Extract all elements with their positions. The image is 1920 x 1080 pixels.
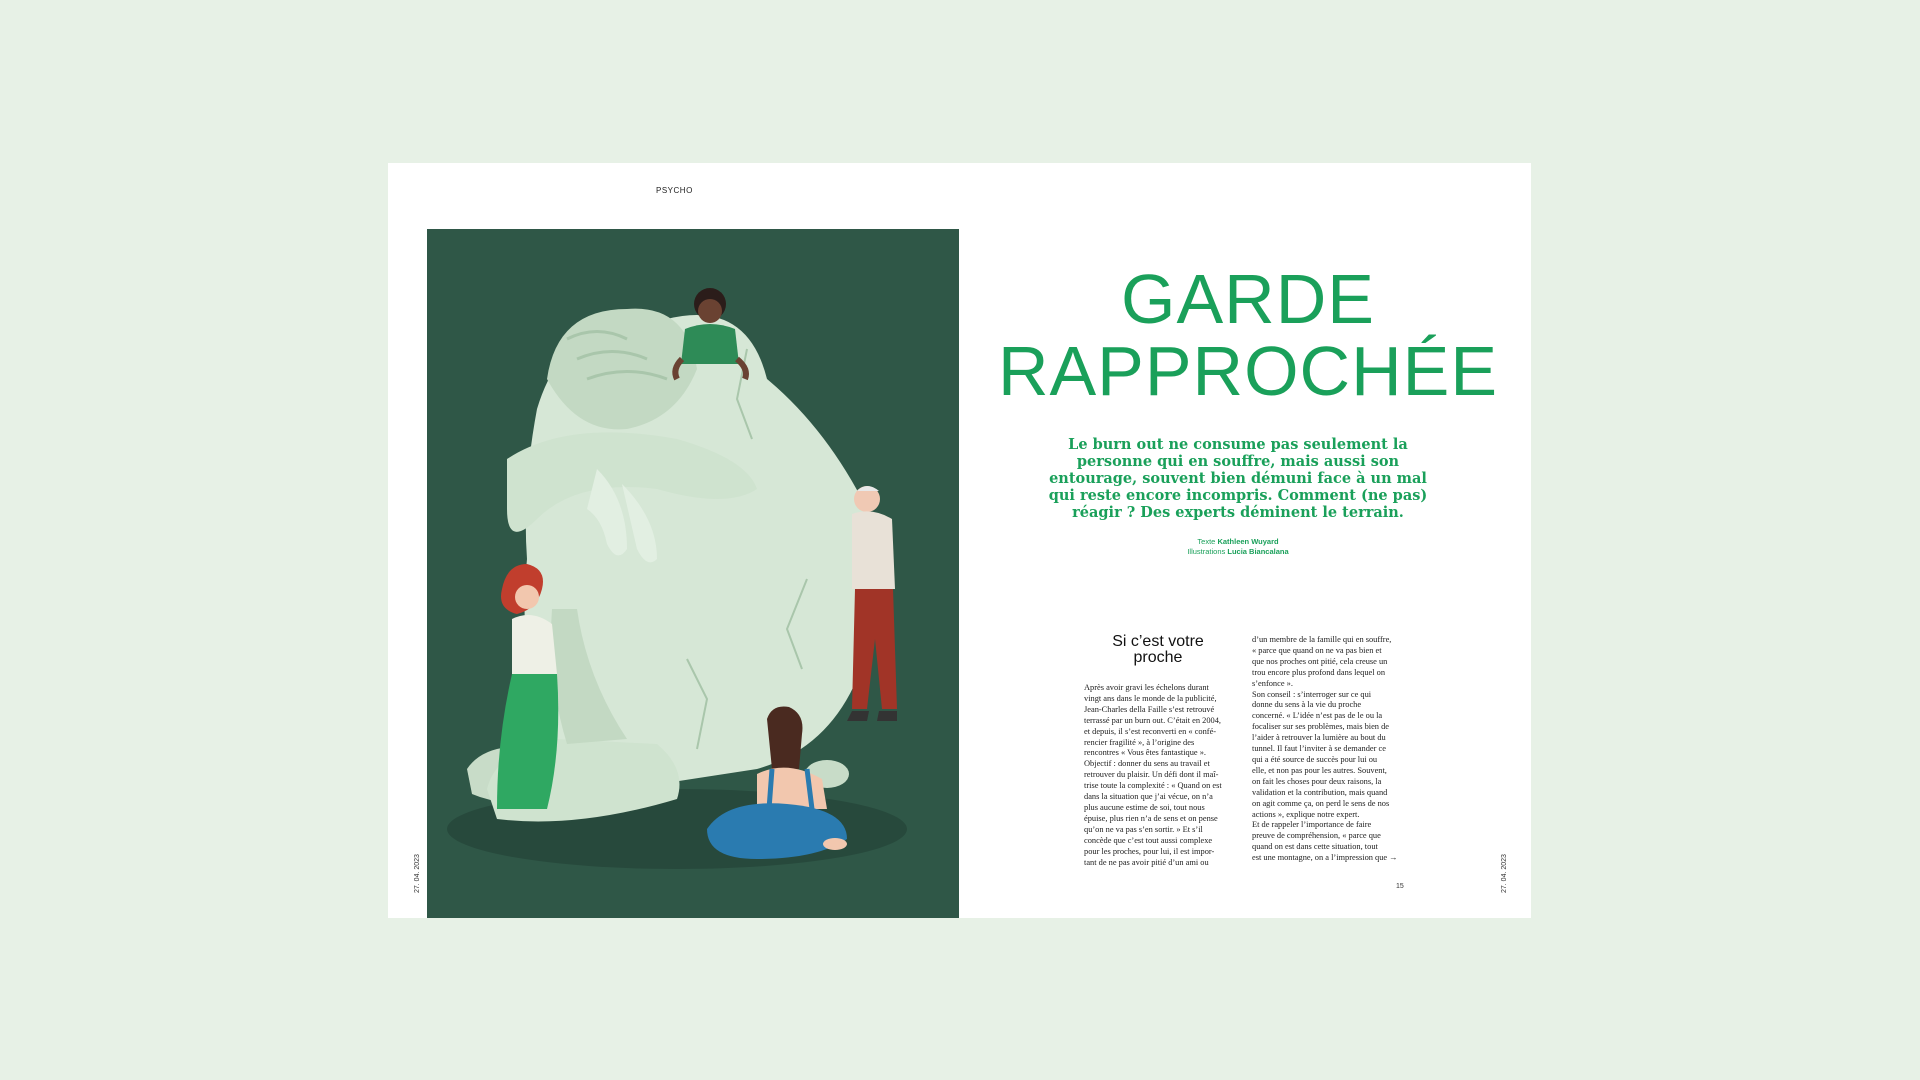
illustration [427, 229, 959, 918]
title-line-2: RAPPROCHÉE [997, 332, 1499, 410]
body-column-2 [1252, 635, 1410, 864]
col2-line: focaliser sur ses problèmes, mais bien de [1252, 722, 1389, 732]
col2-line: trou encore plus profond dans lequel on [1252, 667, 1386, 677]
date-left: 27. 04. 2023 [414, 854, 421, 893]
col1-line: dans la situation que j’ai vécue, on n’a [1084, 792, 1213, 802]
col2-line: « parce que quand on ne va pas bien et [1252, 645, 1382, 655]
article-title [988, 260, 1508, 410]
col2-line: on fait les choses pour deux raisons, la [1252, 776, 1382, 786]
col2-line: donne du sens à la vie du proche [1252, 700, 1362, 710]
col2-line: s’enfonce ». [1252, 678, 1293, 688]
col2-line: actions », explique notre expert. [1252, 809, 1360, 819]
col1-line: plus aucune estime de soi, tout nous [1084, 802, 1205, 812]
col2-line: l’aider à retrouver la lumière au bout du [1252, 733, 1386, 743]
col2-line: on agit comme ça, on perd le sens de nos [1252, 798, 1390, 808]
col2-line: est une montagne, on a l’impression que → [1252, 853, 1398, 863]
col1-line: épuise, plus rien n’a de sens et on pense [1084, 813, 1218, 823]
col1-line: retrouver du plaisir. Un défi dont il maî- [1084, 770, 1219, 780]
credit-text-name: Kathleen Wuyard [1217, 537, 1279, 546]
col2-line: validation et la contribution, mais quand [1252, 787, 1388, 797]
subhead-line-1: Si c’est votre [1112, 633, 1204, 650]
credit-illus-label: Illustrations [1187, 547, 1226, 556]
body-column-1 [1084, 683, 1234, 868]
col2-line: elle, et non pas pour les autres. Souvent, [1252, 765, 1387, 775]
col1-line: pour les proches, pour lui, il est impor- [1084, 846, 1215, 856]
page-number: 15 [1396, 883, 1404, 890]
col1-line: Objectif : donner du sens au travail et [1084, 759, 1210, 769]
article-lede: Le burn out ne consume pas seulement la personne qui en souffre, mais aussi son entourage, souvent bien démuni face à un mal qui reste encore incompris. Comment (ne pas) réagir ? Des experts déminent le terrain. [1048, 436, 1428, 521]
col1-line: rencier fragilité », à l’origine des [1084, 737, 1195, 747]
title-line-1: GARDE [1121, 260, 1375, 338]
col2-line: quand on est dans cette situation, tout [1252, 842, 1378, 852]
col1-line: vingt ans dans le monde de la publicité, [1084, 693, 1217, 703]
credit-text-label: Texte [1197, 537, 1216, 546]
col1-line: Jean-Charles della Faille s’est retrouvé [1084, 704, 1215, 714]
col1-line: trise toute la complexité : « Quand on est [1084, 781, 1222, 791]
col1-line: rencontres « Vous êtes fantastique ». [1084, 748, 1207, 758]
subhead-line-2: proche [1133, 649, 1183, 666]
col1-line: concède que c’est tout aussi complexe [1084, 835, 1213, 845]
col2-line: preuve de compréhension, « parce que [1252, 831, 1381, 841]
date-right: 27. 04. 2023 [1501, 854, 1508, 893]
credit-illus-name: Lucia Biancalana [1227, 547, 1289, 556]
col1-line: Après avoir gravi les échelons durant [1084, 683, 1209, 692]
col2-line: Et de rappeler l’importance de faire [1252, 820, 1372, 830]
col2-line: tunnel. Il faut l’inviter à se demander ce [1252, 744, 1386, 754]
col1-line: qu’on ne va pas s’en sortir. » Et s’il [1084, 824, 1203, 834]
statue-illustration [427, 229, 959, 918]
col1-line: tant de ne pas avoir pitié d’un ami ou [1084, 857, 1209, 867]
section-subhead [1088, 634, 1228, 666]
col2-line: d’un membre de la famille qui en souffre, [1252, 635, 1392, 644]
col2-line: que nos proches ont pitié, cela creuse un [1252, 656, 1388, 666]
col2-line: qui a été source de succès pour lui ou [1252, 754, 1378, 764]
section-label: PSYCHO [656, 186, 693, 195]
magazine-spread [388, 163, 1531, 918]
col1-line: terrassé par un burn out. C’était en 2004, [1084, 715, 1221, 725]
col2-line: Son conseil : s’interroger sur ce qui [1252, 689, 1372, 699]
col2-line: concerné. « L’idée n’est pas de le ou la [1252, 711, 1383, 721]
col1-line: et depuis, il s’est reconverti en « confé- [1084, 726, 1217, 736]
article-credits [1088, 537, 1388, 557]
